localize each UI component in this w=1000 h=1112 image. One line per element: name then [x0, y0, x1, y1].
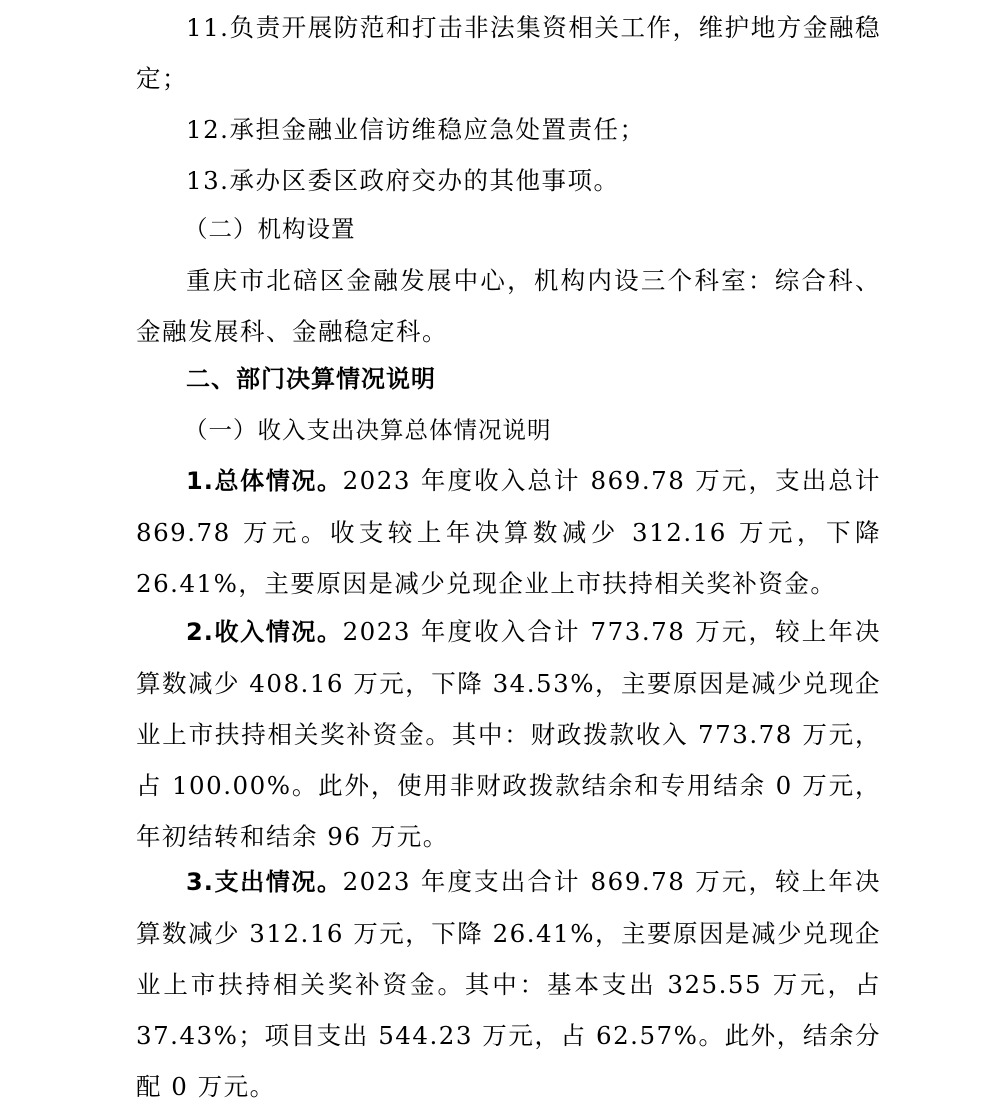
- section-org-heading-text: （二）机构设置: [184, 215, 356, 243]
- item-13-text: 13.承办区委区政府交办的其他事项。: [186, 166, 620, 195]
- section-two-subheading: [136, 405, 881, 456]
- section-two-heading-text: 二、部门决算情况说明: [186, 365, 436, 393]
- section-two-heading: [136, 354, 881, 405]
- overall-paragraph: [136, 455, 881, 609]
- item-11: [136, 2, 881, 104]
- item-11-text: 11.负责开展防范和打击非法集资相关工作，维护地方金融稳定；: [136, 13, 881, 93]
- section-org-body-text: 重庆市北碚区金融发展中心，机构内设三个科室：综合科、金融发展科、金融稳定科。: [136, 266, 881, 346]
- income-paragraph: [136, 606, 881, 862]
- expense-body: 2023 年度支出合计 869.78 万元，较上年决算数减少 312.16 万元，下降 26.41%，主要原因是减少兑现企业上市扶持相关奖补资金。其中：基本支出 325.55 万元，占 37.43%；项目支出 544.23 万元，占 62.57%。此外，结余分配 0 万元。: [136, 867, 882, 1101]
- overall-lead: 1.总体情况。: [186, 467, 343, 495]
- section-two-subheading-text: （一）收入支出决算总体情况说明: [184, 416, 552, 444]
- section-org-body: [136, 255, 881, 357]
- section-org-heading: [136, 204, 881, 255]
- expense-paragraph: [136, 856, 881, 1112]
- income-lead: 2.收入情况。: [186, 618, 343, 646]
- income-body: 2023 年度收入合计 773.78 万元，较上年决算数减少 408.16 万元，下降 34.53%，主要原因是减少兑现企业上市扶持相关奖补资金。其中：财政拨款收入 773.78 万元，占 100.00%。此外，使用非财政拨款结余和专用结余 0 万元，年初结转和结余 96 万元。: [136, 617, 882, 851]
- overall-body: 2023 年度收入总计 869.78 万元，支出总计 869.78 万元。收支较上年决算数减少 312.16 万元，下降 26.41%，主要原因是减少兑现企业上市扶持相关奖补资金。: [136, 466, 881, 598]
- item-12: [136, 104, 881, 155]
- item-12-text: 12.承担金融业信访维稳应急处置责任；: [186, 115, 646, 144]
- item-13: [136, 155, 881, 206]
- expense-lead: 3.支出情况。: [186, 868, 343, 896]
